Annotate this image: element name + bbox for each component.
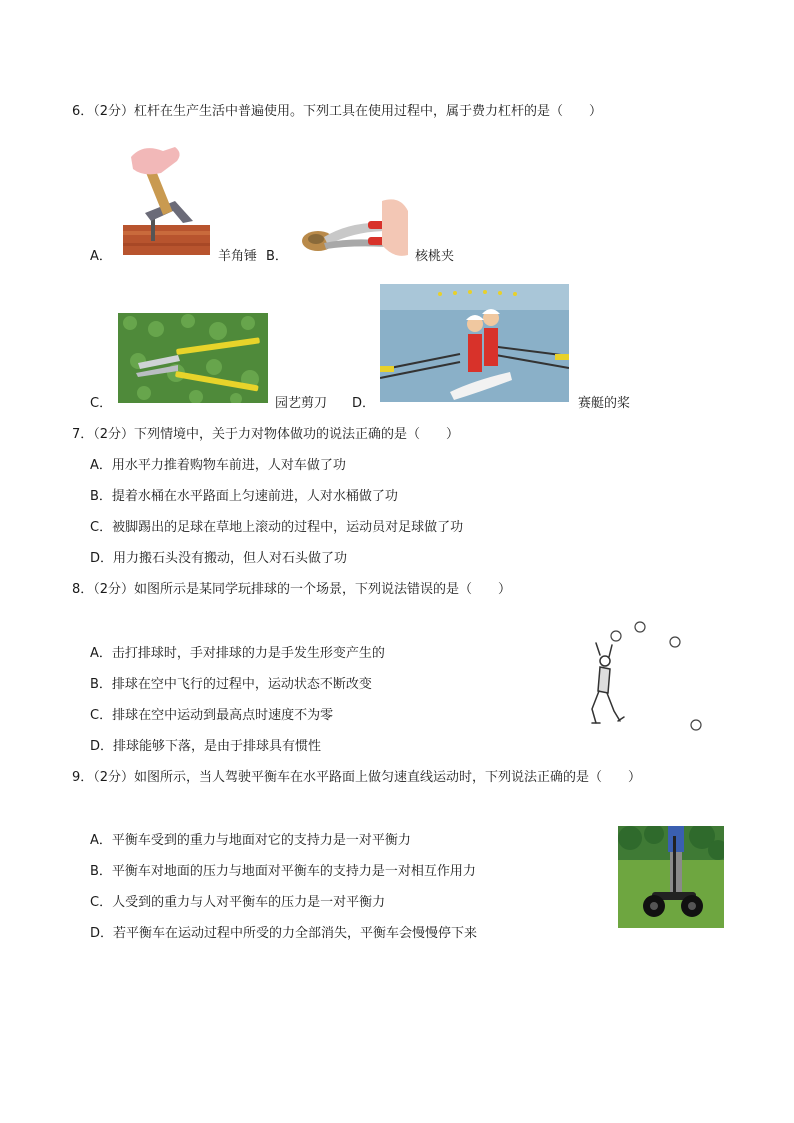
garden-shears-image [118, 313, 268, 403]
q7-option-c: C．被脚踢出的足球在草地上滚动的过程中，运动员对足球做了功 [90, 520, 464, 535]
q6-stem: 6．（2分）杠杆在生产生活中普遍使用。下列工具在使用过程中，属于费力杠杆的是（ ） [72, 104, 603, 119]
q9-option-b: B．平衡车对地面的压力与地面对平衡车的支持力是一对相互作用力 [90, 864, 476, 879]
volleyball-player-image [578, 615, 708, 733]
q6-option-a-letter: A． [90, 249, 112, 264]
q6-option-d-label: 赛艇的桨 [578, 396, 631, 411]
q8-option-c: C．排球在空中运动到最高点时速度不为零 [90, 708, 334, 723]
q7-option-b: B．提着水桶在水平路面上匀速前进，人对水桶做了功 [90, 489, 398, 504]
q8-option-d: D．排球能够下落，是由于排球具有惯性 [90, 739, 322, 754]
nutcracker-image [296, 181, 410, 259]
q6-option-b-letter: B． [266, 249, 288, 264]
q7-option-a: A．用水平力推着购物车前进，人对车做了功 [90, 458, 346, 473]
q9-option-c: C．人受到的重力与人对平衡车的压力是一对平衡力 [90, 895, 386, 910]
q9-option-d: D．若平衡车在运动过程中所受的力全部消失，平衡车会慢慢停下来 [90, 926, 478, 941]
q6-option-a-label: 羊角锤 [218, 249, 258, 264]
q6-option-c-letter: C． [90, 396, 113, 411]
rowing-boat-oars-image [380, 284, 569, 402]
q6-option-b-label: 核桃夹 [415, 249, 455, 264]
q8-option-a: A．击打排球时，手对排球的力是手发生形变产生的 [90, 646, 385, 661]
q9-stem: 9．（2分）如图所示，当人驾驶平衡车在水平路面上做匀速直线运动时，下列说法正确的是（ ） [72, 770, 642, 785]
q6-option-c-label: 园艺剪刀 [275, 396, 328, 411]
balance-scooter-image [618, 826, 724, 928]
q7-stem: 7．（2分）下列情境中，关于力对物体做功的说法正确的是（ ） [72, 427, 460, 442]
q6-option-d-letter: D． [352, 396, 376, 411]
claw-hammer-image [123, 143, 210, 255]
q8-stem: 8．（2分）如图所示是某同学玩排球的一个场景，下列说法错误的是（ ） [72, 582, 512, 597]
q8-option-b: B．排球在空中飞行的过程中，运动状态不断改变 [90, 677, 372, 692]
q9-option-a: A．平衡车受到的重力与地面对它的支持力是一对平衡力 [90, 833, 411, 848]
q7-option-d: D．用力搬石头没有搬动，但人对石头做了功 [90, 551, 348, 566]
